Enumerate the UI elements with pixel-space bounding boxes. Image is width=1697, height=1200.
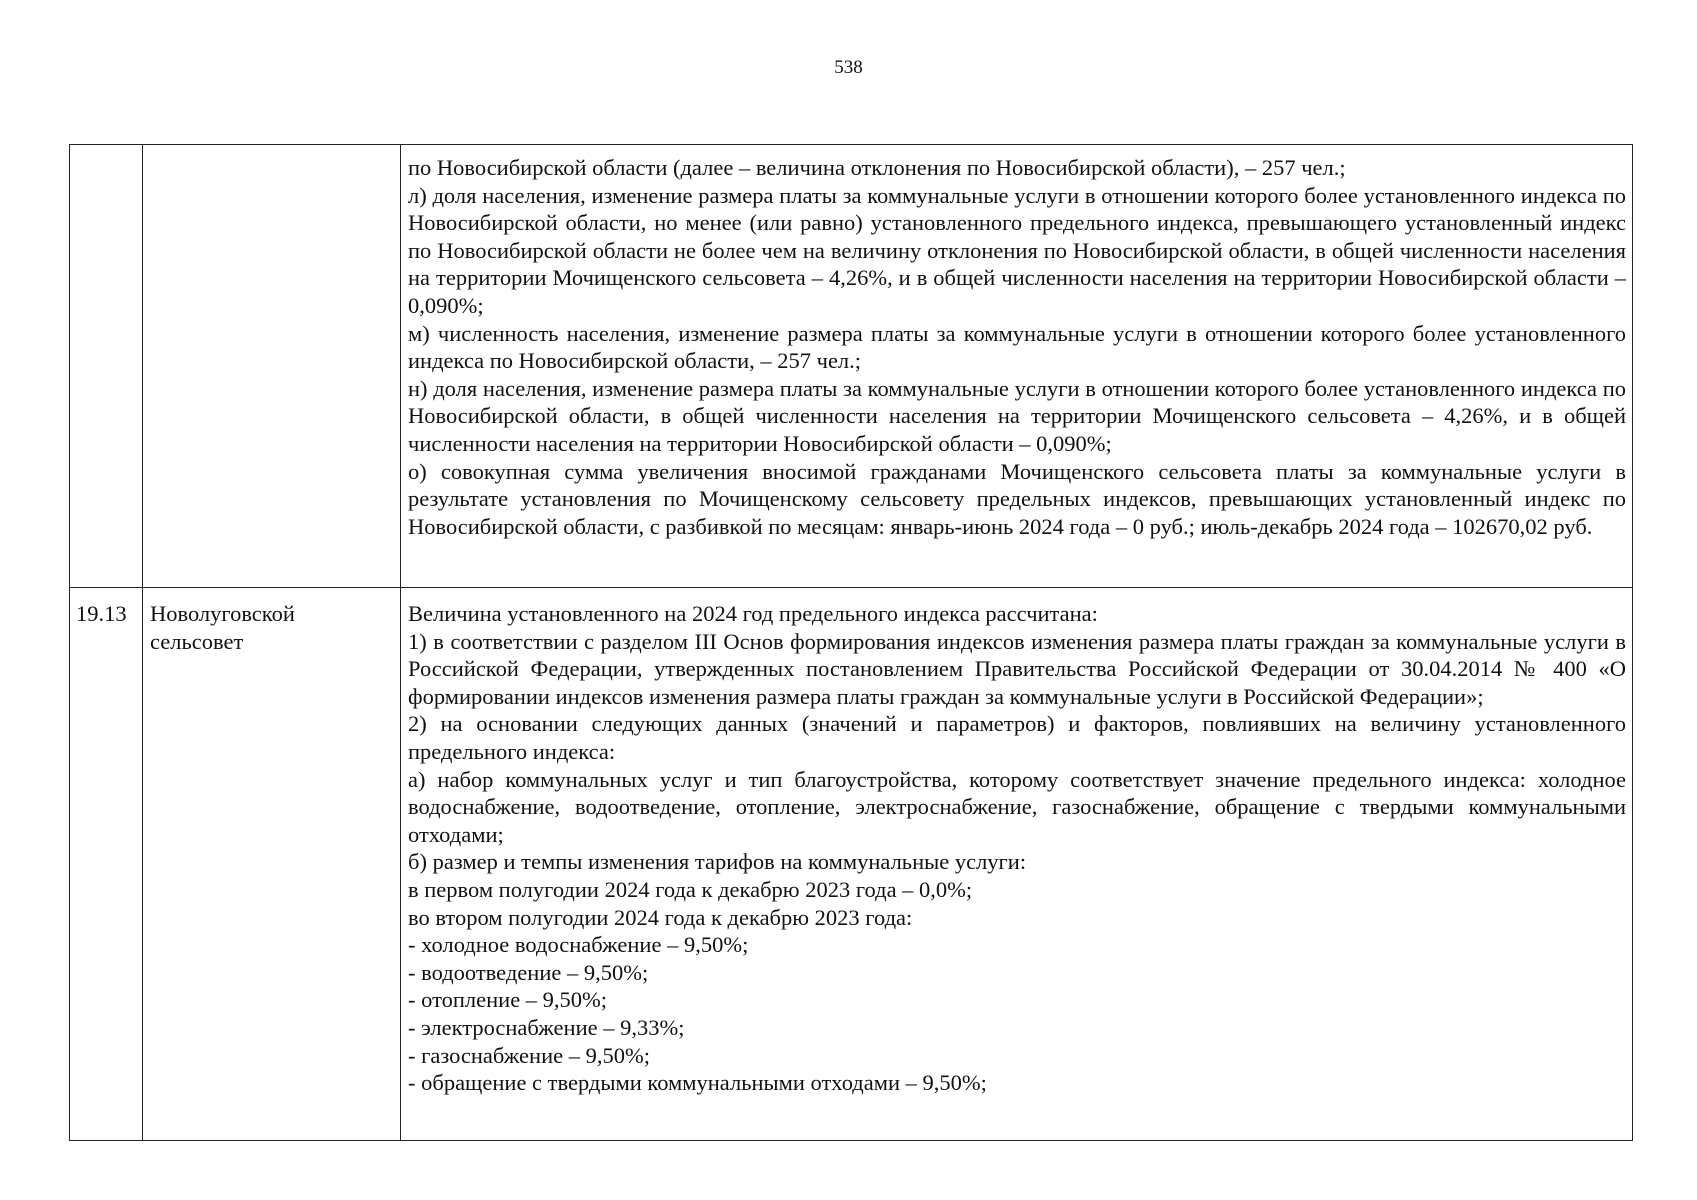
table-row bbox=[70, 145, 1633, 588]
paragraph: м) численность населения, изменение размера платы за коммунальные услуги в отношении которого более установленного индекса по Новосибирской области, – 257 чел.; bbox=[408, 320, 1626, 374]
paragraph: по Новосибирской области (далее – величина отклонения по Новосибирской области), – 257 чел.; bbox=[408, 155, 1346, 180]
paragraph: - водоотведение – 9,50%; bbox=[408, 959, 649, 985]
paragraph: в первом полугодии 2024 года к декабрю 2023 года – 0,0%; bbox=[408, 876, 973, 902]
paragraph: 2) на основании следующих данных (значений и параметров) и факторов, повлиявших на величину установленного предельного индекса: bbox=[408, 711, 1626, 764]
paragraph: - электроснабжение – 9,33%; bbox=[408, 1014, 685, 1040]
paragraph: б) размер и темпы изменения тарифов на коммунальные услуги: bbox=[408, 849, 1027, 875]
page-number: 538 bbox=[834, 57, 863, 78]
paragraph: а) набор коммунальных услуг и тип благоустройства, которому соответствует значение предельного индекса: холодное водоснабжение, водоотведение, отопление, электроснабжение, газоснабжение, обращение с твердыми коммунальными отходами; bbox=[408, 766, 1626, 847]
paragraph: - холодное водоснабжение – 9,50%; bbox=[408, 932, 749, 958]
paragraph: о) совокупная сумма увеличения вносимой гражданами Мочищенского сельсовета платы за коммунальные услуги в результате установления по Мочищенскому сельсовету предельных индексов, превышающих установленный индекс по Новосибирской области, с разбивкой по месяцам: январь-июнь 2024 года – 0 руб.; июль-декабрь 2024 года – 102670,02 руб. bbox=[408, 458, 1626, 539]
paragraph: 1) в соответствии с разделом III Основ формирования индексов изменения размера платы граждан за коммунальные услуги в Российской Федерации, утвержденных постановлением Правительства Российской Федерации от 30.04.2014 № 400 «О формировании индексов изменения размера платы граждан за коммунальные услуги в Российской Федерации»; bbox=[408, 628, 1626, 709]
municipality-name-cell bbox=[143, 145, 401, 588]
paragraph: н) доля населения, изменение размера платы за коммунальные услуги в отношении которого более установленного индекса по Новосибирской области, в общей численности населения на территории Мочищенского сельсовета – 4,26%, и в общей численности населения на территории Новосибирской области – 0,090%; bbox=[408, 375, 1626, 456]
municipality-name-cell bbox=[143, 588, 401, 1141]
document-table bbox=[69, 144, 1633, 1141]
paragraph: - отопление – 9,50%; bbox=[408, 987, 608, 1013]
paragraph: - обращение с твердыми коммунальными отходами – 9,50%; bbox=[408, 1070, 987, 1096]
row-number-cell bbox=[70, 145, 143, 588]
municipality-name-line: Новолуговской bbox=[150, 601, 295, 626]
description-cell bbox=[401, 588, 1633, 1141]
table-row bbox=[70, 588, 1633, 1141]
paragraph: - газоснабжение – 9,50%; bbox=[408, 1042, 650, 1068]
paragraph: Величина установленного на 2024 год предельного индекса рассчитана: bbox=[408, 601, 1098, 626]
paragraph: во втором полугодии 2024 года к декабрю 2023 года: bbox=[408, 904, 913, 930]
description-cell bbox=[401, 145, 1633, 588]
row-number-cell: 19.13 bbox=[70, 588, 143, 1141]
municipality-name-line: сельсовет bbox=[150, 628, 244, 654]
paragraph: л) доля населения, изменение размера платы за коммунальные услуги в отношении которого более установленного индекса по Новосибирской области, но менее (или равно) установленного предельного индекса, превышающего установленный индекс по Новосибирской области не более чем на величину отклонения по Новосибирской области, в общей численности населения на территории Мочищенского сельсовета – 4,26%, и в общей численности населения на территории Новосибирской области – 0,090%; bbox=[408, 182, 1626, 318]
